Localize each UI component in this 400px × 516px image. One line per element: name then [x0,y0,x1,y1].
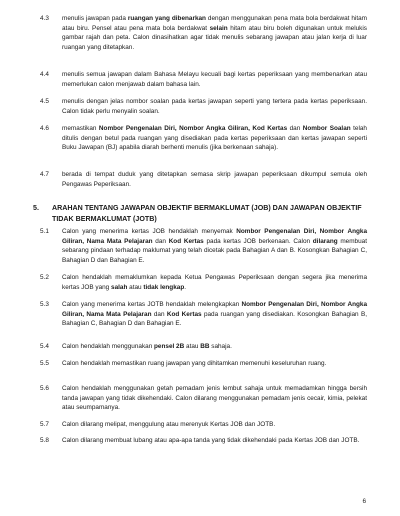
text-run: dengan menggunakan pena mata bola berdakwat hitam atau biru. Pensel atau pena mata bola berdakwat [62,15,367,32]
item-number: 5.5 [40,360,49,367]
text-run: pada ruangan yang disediakan. Kosongkan Bahagian B, Bahagian C, Bahagian D dan Bahagian E. [62,310,368,328]
item-number: 5.6 [40,385,49,392]
item-text [62,384,367,413]
item-text [62,420,367,430]
item-text [62,170,367,189]
text-run: menulis semua jawapan dalam Bahasa Melayu kecuali bagi kertas peperiksaan yang membenarkan atau memerlukan calon menjawab dalam bahasa lain. [62,71,367,88]
text-run: telah ditulis dengan betul pada ruangan yang disediakan pada kertas peperiksaan dan kertas jawapan seperti Buku Jawapan (BJ) apabila diarah berhenti menulis (jika berkenaan sahaja). [62,125,367,152]
item-text [62,300,367,329]
item-4-4 [40,70,367,89]
text-run: menulis jawapan pada [62,15,128,22]
item-text [62,124,367,153]
text-run: dan [152,237,169,245]
item-number: 4.6 [40,125,49,132]
item-text [62,227,367,265]
section-heading-5 [33,203,368,225]
bold-text: salah [111,283,128,291]
bold-text: tidak [143,283,159,291]
item-4-3 [40,14,367,52]
item-number: 5.2 [40,274,49,281]
item-number: 4.5 [40,98,49,105]
text-run: Calon yang menerima kertas JOTB hendaklah melengkapkan [62,301,242,308]
item-5-1 [40,227,368,265]
bold-text: Kod Kertas [166,310,202,318]
item-text [62,273,367,292]
page-number: 6 [362,498,366,505]
text-run: Calon hendaklah menggunakan [62,343,155,350]
bold-text: BB [200,343,210,350]
text-run: . [184,283,187,291]
item-number: 5.3 [40,301,49,308]
item-5-6 [40,384,367,413]
text-run: Calon hendaklah memastikan ruang jawapan yang dihitamkan memenuhi keseluruhan ruang. [62,360,327,367]
text-run: sahaja. [209,343,232,350]
item-text [62,14,367,52]
bold-text: Kod Kertas [168,237,204,245]
bold-text: selain [209,24,228,32]
text-run: Calon hendaklah memaklumkan kepada Ketua Pengawas Peperiksaan dengan segera jika menerima kertas JOB yang [62,274,367,291]
item-4-5 [40,97,367,116]
section-number: 5. [33,204,39,212]
bold-text: dilarang [312,237,338,245]
item-4-7 [40,170,367,189]
item-5-3 [40,300,368,329]
text-run: Calon yang menerima kertas JOB hendaklah menyemak [62,228,237,235]
item-text [62,436,367,446]
item-text [62,97,367,116]
item-number: 5.4 [40,343,49,350]
item-5-7 [40,420,367,430]
text-run: hitam atau biru boleh digunakan untuk melukis gambar rajah dan peta. Calon dinasihatkan agar tidak menulis sebarang jawapan atau jalan kerja di luar ruangan yang ditetapkan. [62,24,367,51]
text-run: Calon dilarang membuat lubang atau apa-apa tanda yang tidak dikehendaki pada Kertas JOB dan JOTB. [62,437,360,444]
text-run: Calon dilarang melipat, menggulung atau merenyuk Kertas JOB dan JOTB. [62,421,276,428]
text-run: menulis dengan jelas nombor soalan pada kertas jawapan seperti yang tertera pada kertas peperiksaan. Calon tidak perlu menyalin soalan. [62,98,367,115]
bold-text: Nombor Pengenalan Diri, Nombor Angka Giliran, Kod Kertas [98,125,288,132]
text-run: dan [287,125,303,132]
item-5-5 [40,359,367,369]
text-run: membuat sebarang pindaan terhadap maklumat yang telah dicetak pada Bahagian A dan B. Kosongkan Bahagian C, Bahagian D dan Bahagian E. [62,237,368,264]
text-run: memastikan [62,125,99,132]
text-run: dan [151,310,167,318]
bold-text: pensel 2B [154,343,185,350]
bold-text: Nombor Pengenalan Diri, Nombor Angka Giliran, Nama Mata Pelajaran [62,301,367,318]
item-number: 4.3 [40,15,49,22]
text-run: atau [184,343,201,350]
item-text [62,70,367,89]
item-text [62,359,367,369]
item-5-8 [40,436,367,446]
item-4-6 [40,124,367,153]
text-run: pada kertas JOB berkenaan. Calon [203,237,313,245]
bold-text: lengkap [160,283,185,291]
item-5-4 [40,342,367,352]
section-title: ARAHAN TENTANG JAWAPAN OBJEKTIF BERMAKLUMAT (JOB) DAN JAWAPAN OBJEKTIF TIDAK BERMAKLUMAT (JOTB) [52,204,362,223]
text-run: berada di tempat duduk yang ditetapkan semasa skrip jawapan peperiksaan dikumpul semula oleh Pengawas Peperiksaan. [62,171,367,188]
item-number: 4.4 [40,71,49,78]
text-run: Calon hendaklah menggunakan getah pemadam jenis lembut sahaja untuk memadamkan hingga bersih tanda jawapan yang tidak dikehendaki. Calon dilarang menggunakan pemadam jenis cecair, kimia, pelekat atau seumpamanya. [62,385,367,412]
text-run: atau [127,283,144,291]
item-5-2 [40,273,367,292]
item-number: 5.8 [40,437,49,444]
bold-text: Nombor Pengenalan Diri, Nombor Angka Giliran, Nama Mata Pelajaran [62,228,367,245]
bold-text: Nombor Soalan [302,125,351,132]
item-number: 5.1 [40,228,49,235]
bold-text: ruangan yang dibenarkan [127,15,206,22]
item-number: 5.7 [40,421,49,428]
item-text [62,342,367,352]
item-number: 4.7 [40,171,49,178]
